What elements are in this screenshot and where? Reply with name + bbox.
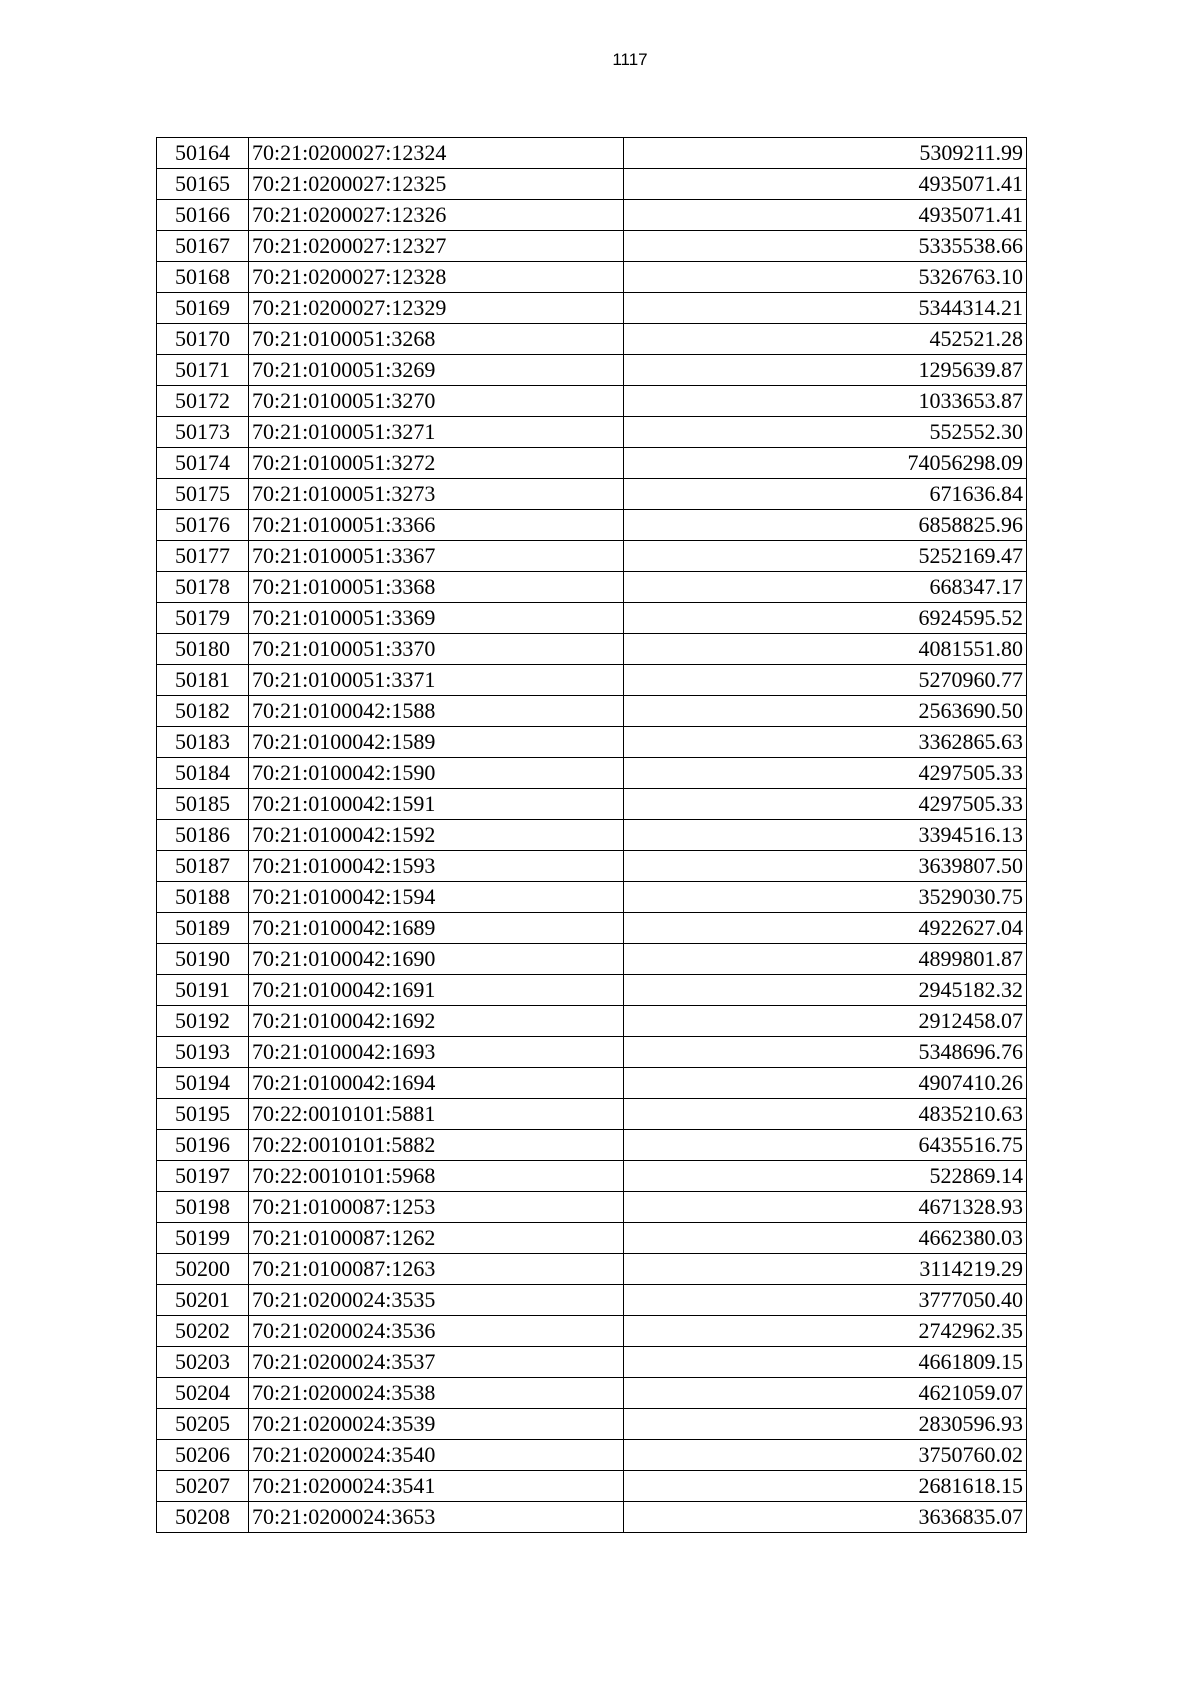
- cadastral-number-cell: 70:21:0100051:3370: [249, 634, 624, 665]
- table-row: [157, 1130, 1027, 1161]
- cadastral-value-cell: 1295639.87: [624, 355, 1027, 386]
- table-row: [157, 386, 1027, 417]
- cadastral-number-cell: 70:21:0100051:3369: [249, 603, 624, 634]
- cadastral-number-cell: 70:21:0100051:3269: [249, 355, 624, 386]
- cadastral-number-cell: 70:21:0200024:3541: [249, 1471, 624, 1502]
- row-number-cell: 50173: [157, 417, 249, 448]
- row-number-cell: 50190: [157, 944, 249, 975]
- row-number-cell: 50175: [157, 479, 249, 510]
- cadastral-number-cell: 70:21:0100042:1591: [249, 789, 624, 820]
- table-row: [157, 448, 1027, 479]
- cadastral-value-cell: 3394516.13: [624, 820, 1027, 851]
- table-row: [157, 262, 1027, 293]
- row-number-cell: 50165: [157, 169, 249, 200]
- cadastral-value-cell: 552552.30: [624, 417, 1027, 448]
- cadastral-value-cell: 452521.28: [624, 324, 1027, 355]
- cadastral-value-cell: 5252169.47: [624, 541, 1027, 572]
- cadastral-value-cell: 4935071.41: [624, 200, 1027, 231]
- table-row: [157, 1285, 1027, 1316]
- table-row: [157, 665, 1027, 696]
- cadastral-value-cell: 5270960.77: [624, 665, 1027, 696]
- table-row: [157, 851, 1027, 882]
- table-row: [157, 231, 1027, 262]
- row-number-cell: 50206: [157, 1440, 249, 1471]
- cadastral-value-cell: 3362865.63: [624, 727, 1027, 758]
- cadastral-number-cell: 70:21:0200024:3540: [249, 1440, 624, 1471]
- row-number-cell: 50177: [157, 541, 249, 572]
- cadastral-value-cell: 3750760.02: [624, 1440, 1027, 1471]
- row-number-cell: 50196: [157, 1130, 249, 1161]
- cadastral-value-cell: 3114219.29: [624, 1254, 1027, 1285]
- row-number-cell: 50166: [157, 200, 249, 231]
- cadastral-value-cell: 4935071.41: [624, 169, 1027, 200]
- cadastral-number-cell: 70:21:0200027:12328: [249, 262, 624, 293]
- table-row: [157, 200, 1027, 231]
- cadastral-value-cell: 2742962.35: [624, 1316, 1027, 1347]
- table-row: [157, 789, 1027, 820]
- cadastral-number-cell: 70:21:0100042:1689: [249, 913, 624, 944]
- cadastral-number-cell: 70:21:0100042:1592: [249, 820, 624, 851]
- table-row: [157, 1471, 1027, 1502]
- row-number-cell: 50192: [157, 1006, 249, 1037]
- cadastral-number-cell: 70:21:0200027:12327: [249, 231, 624, 262]
- table-row: [157, 1409, 1027, 1440]
- table-row: [157, 696, 1027, 727]
- cadastral-value-cell: 2563690.50: [624, 696, 1027, 727]
- row-number-cell: 50184: [157, 758, 249, 789]
- row-number-cell: 50182: [157, 696, 249, 727]
- cadastral-value-cell: 4661809.15: [624, 1347, 1027, 1378]
- cadastral-number-cell: 70:21:0200024:3538: [249, 1378, 624, 1409]
- row-number-cell: 50205: [157, 1409, 249, 1440]
- cadastral-number-cell: 70:21:0200024:3653: [249, 1502, 624, 1533]
- cadastral-number-cell: 70:21:0100051:3371: [249, 665, 624, 696]
- table-row: [157, 324, 1027, 355]
- cadastral-number-cell: 70:21:0200024:3537: [249, 1347, 624, 1378]
- cadastral-value-cell: 4907410.26: [624, 1068, 1027, 1099]
- row-number-cell: 50176: [157, 510, 249, 541]
- cadastral-number-cell: 70:21:0200024:3539: [249, 1409, 624, 1440]
- cadastral-value-cell: 671636.84: [624, 479, 1027, 510]
- cadastral-value-cell: 1033653.87: [624, 386, 1027, 417]
- cadastral-number-cell: 70:22:0010101:5968: [249, 1161, 624, 1192]
- row-number-cell: 50189: [157, 913, 249, 944]
- row-number-cell: 50188: [157, 882, 249, 913]
- row-number-cell: 50185: [157, 789, 249, 820]
- cadastral-value-cell: 4621059.07: [624, 1378, 1027, 1409]
- row-number-cell: 50178: [157, 572, 249, 603]
- row-number-cell: 50164: [157, 138, 249, 169]
- cadastral-value-cell: 2912458.07: [624, 1006, 1027, 1037]
- table-row: [157, 1440, 1027, 1471]
- cadastral-number-cell: 70:21:0100051:3368: [249, 572, 624, 603]
- table-row: [157, 1006, 1027, 1037]
- row-number-cell: 50207: [157, 1471, 249, 1502]
- cadastral-number-cell: 70:21:0200027:12324: [249, 138, 624, 169]
- row-number-cell: 50170: [157, 324, 249, 355]
- table-row: [157, 1316, 1027, 1347]
- cadastral-number-cell: 70:21:0100042:1589: [249, 727, 624, 758]
- table-row: [157, 1502, 1027, 1533]
- row-number-cell: 50208: [157, 1502, 249, 1533]
- table-row: [157, 417, 1027, 448]
- table-row: [157, 727, 1027, 758]
- table-row: [157, 1192, 1027, 1223]
- row-number-cell: 50181: [157, 665, 249, 696]
- row-number-cell: 50202: [157, 1316, 249, 1347]
- cadastral-value-cell: 4835210.63: [624, 1099, 1027, 1130]
- cadastral-value-cell: 4297505.33: [624, 789, 1027, 820]
- table-row: [157, 1037, 1027, 1068]
- cadastral-number-cell: 70:21:0200024:3536: [249, 1316, 624, 1347]
- table-row: [157, 975, 1027, 1006]
- cadastral-value-cell: 5348696.76: [624, 1037, 1027, 1068]
- table-row: [157, 1378, 1027, 1409]
- cadastral-value-cell: 2830596.93: [624, 1409, 1027, 1440]
- table-row: [157, 510, 1027, 541]
- cadastral-number-cell: 70:21:0100042:1691: [249, 975, 624, 1006]
- cadastral-number-cell: 70:22:0010101:5881: [249, 1099, 624, 1130]
- row-number-cell: 50183: [157, 727, 249, 758]
- table-row: [157, 1068, 1027, 1099]
- table-row: [157, 913, 1027, 944]
- cadastral-number-cell: 70:21:0100051:3366: [249, 510, 624, 541]
- row-number-cell: 50195: [157, 1099, 249, 1130]
- cadastral-number-cell: 70:21:0100042:1693: [249, 1037, 624, 1068]
- row-number-cell: 50171: [157, 355, 249, 386]
- table-row: [157, 1347, 1027, 1378]
- table-row: [157, 603, 1027, 634]
- cadastral-number-cell: 70:21:0100087:1262: [249, 1223, 624, 1254]
- table-row: [157, 541, 1027, 572]
- cadastral-value-cell: 3636835.07: [624, 1502, 1027, 1533]
- row-number-cell: 50186: [157, 820, 249, 851]
- row-number-cell: 50187: [157, 851, 249, 882]
- cadastral-value-cell: 4662380.03: [624, 1223, 1027, 1254]
- cadastral-value-cell: 5309211.99: [624, 138, 1027, 169]
- cadastral-number-cell: 70:21:0100042:1692: [249, 1006, 624, 1037]
- row-number-cell: 50167: [157, 231, 249, 262]
- cadastral-number-cell: 70:21:0200027:12326: [249, 200, 624, 231]
- cadastral-number-cell: 70:21:0100042:1694: [249, 1068, 624, 1099]
- cadastral-value-cell: 522869.14: [624, 1161, 1027, 1192]
- table-row: [157, 634, 1027, 665]
- cadastral-value-cell: 4081551.80: [624, 634, 1027, 665]
- cadastral-number-cell: 70:21:0100042:1590: [249, 758, 624, 789]
- table-row: [157, 758, 1027, 789]
- cadastral-number-cell: 70:21:0100087:1253: [249, 1192, 624, 1223]
- cadastral-number-cell: 70:21:0100042:1690: [249, 944, 624, 975]
- cadastral-value-cell: 668347.17: [624, 572, 1027, 603]
- cadastral-number-cell: 70:21:0100051:3367: [249, 541, 624, 572]
- row-number-cell: 50204: [157, 1378, 249, 1409]
- table-row: [157, 820, 1027, 851]
- cadastral-value-cell: 5344314.21: [624, 293, 1027, 324]
- cadastral-number-cell: 70:21:0200024:3535: [249, 1285, 624, 1316]
- table-body: [157, 138, 1027, 1533]
- table-row: [157, 1223, 1027, 1254]
- cadastral-number-cell: 70:21:0100051:3271: [249, 417, 624, 448]
- cadastral-value-cell: 3777050.40: [624, 1285, 1027, 1316]
- cadastral-number-cell: 70:21:0100042:1593: [249, 851, 624, 882]
- row-number-cell: 50193: [157, 1037, 249, 1068]
- cadastral-number-cell: 70:21:0100051:3273: [249, 479, 624, 510]
- cadastral-number-cell: 70:21:0100051:3268: [249, 324, 624, 355]
- cadastral-value-cell: 5335538.66: [624, 231, 1027, 262]
- cadastral-value-cell: 3529030.75: [624, 882, 1027, 913]
- row-number-cell: 50180: [157, 634, 249, 665]
- cadastral-value-cell: 4297505.33: [624, 758, 1027, 789]
- cadastral-value-cell: 4899801.87: [624, 944, 1027, 975]
- table-row: [157, 1254, 1027, 1285]
- cadastral-value-cell: 6858825.96: [624, 510, 1027, 541]
- row-number-cell: 50168: [157, 262, 249, 293]
- cadastral-number-cell: 70:21:0100051:3272: [249, 448, 624, 479]
- row-number-cell: 50191: [157, 975, 249, 1006]
- row-number-cell: 50169: [157, 293, 249, 324]
- row-number-cell: 50197: [157, 1161, 249, 1192]
- row-number-cell: 50203: [157, 1347, 249, 1378]
- cadastral-number-cell: 70:21:0100087:1263: [249, 1254, 624, 1285]
- cadastral-value-cell: 4922627.04: [624, 913, 1027, 944]
- row-number-cell: 50200: [157, 1254, 249, 1285]
- table-row: [157, 572, 1027, 603]
- cadastral-value-cell: 5326763.10: [624, 262, 1027, 293]
- cadastral-value-cell: 4671328.93: [624, 1192, 1027, 1223]
- table-row: [157, 944, 1027, 975]
- cadastral-value-cell: 3639807.50: [624, 851, 1027, 882]
- cadastral-number-cell: 70:22:0010101:5882: [249, 1130, 624, 1161]
- cadastral-number-cell: 70:21:0100051:3270: [249, 386, 624, 417]
- row-number-cell: 50201: [157, 1285, 249, 1316]
- table-row: [157, 355, 1027, 386]
- cadastral-value-cell: 6924595.52: [624, 603, 1027, 634]
- table-row: [157, 1161, 1027, 1192]
- row-number-cell: 50194: [157, 1068, 249, 1099]
- page-number: 1117: [612, 50, 648, 69]
- cadastral-value-cell: 2681618.15: [624, 1471, 1027, 1502]
- cadastral-value-cell: 2945182.32: [624, 975, 1027, 1006]
- table-row: [157, 138, 1027, 169]
- cadastral-value-table: [156, 137, 1027, 1533]
- cadastral-value-cell: 6435516.75: [624, 1130, 1027, 1161]
- cadastral-number-cell: 70:21:0100042:1594: [249, 882, 624, 913]
- row-number-cell: 50172: [157, 386, 249, 417]
- table-row: [157, 479, 1027, 510]
- cadastral-number-cell: 70:21:0100042:1588: [249, 696, 624, 727]
- row-number-cell: 50199: [157, 1223, 249, 1254]
- table-row: [157, 1099, 1027, 1130]
- table-row: [157, 169, 1027, 200]
- table-row: [157, 293, 1027, 324]
- row-number-cell: 50179: [157, 603, 249, 634]
- cadastral-value-cell: 74056298.09: [624, 448, 1027, 479]
- table-row: [157, 882, 1027, 913]
- row-number-cell: 50198: [157, 1192, 249, 1223]
- cadastral-number-cell: 70:21:0200027:12329: [249, 293, 624, 324]
- cadastral-number-cell: 70:21:0200027:12325: [249, 169, 624, 200]
- row-number-cell: 50174: [157, 448, 249, 479]
